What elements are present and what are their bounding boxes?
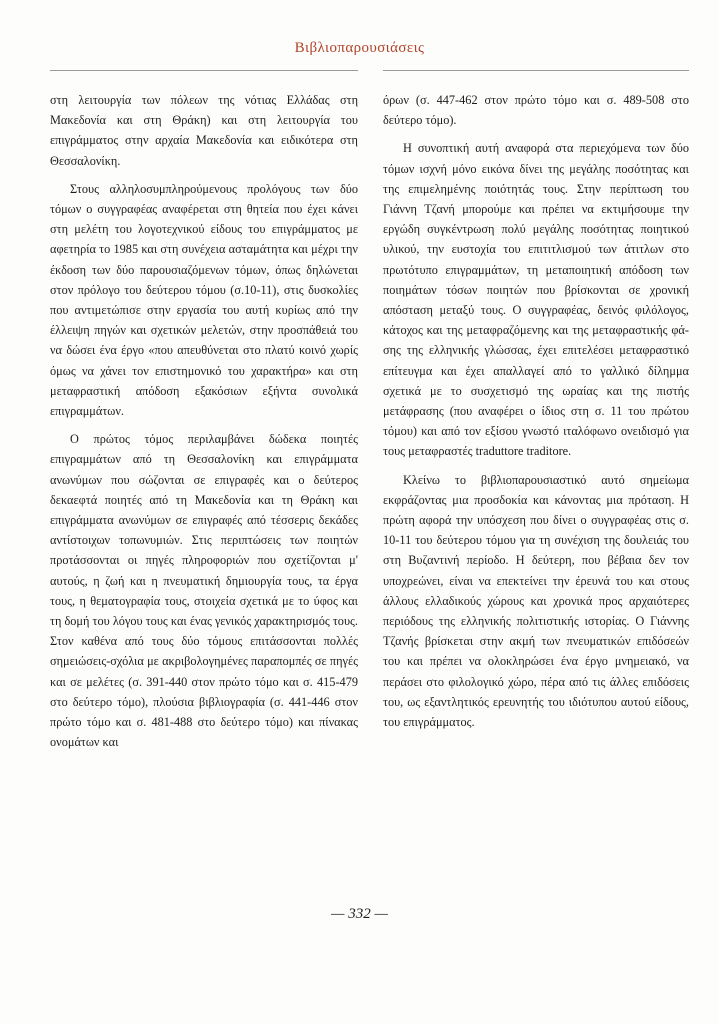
header-rule-left xyxy=(50,70,358,71)
left-column xyxy=(50,90,358,761)
right-paragraph-2: Η συνοπτική αυτή αναφορά στα περιεχόμενα των δύο τόμων ισχνή μόνο εικόνα δίνει της μεγάλης ποσότητας και της επιμελημένης ποιότητάς τους. Στην περίπτωση του Γιάννη Τζανή μπορούμε και πρέπει να εκτιμήσουμε την εργώδη συγκέντρωση πολύ μεγάλης ποσότητας ποιητικού υλικού, την ευστοχία του επιτιτλισμού των άτιτλων στο πρωτότυπο επιγραμμάτων, τη μεταποιητική απόδοση των ποιημάτων τόσων ποιητών που βρίσκονται σε χρονική απόσταση μεταξύ τους. Ο συγγραφέας, δεινός φιλόλογος, κάτοχος και της μεταφραζόμενης και της μεταφραστικής φάσης της ελληνικής γλώσσας, έχει επιτελέσει μεταφραστικό επίτευγμα και έχει απαλλαγεί από το γαλλικό δίλημμα σχετικά με το συσχετισμό της ωραίας και της πιστής μετάφρασης (που αναφέρει ο ίδιος στη σ. 11 του πρώτου τόμου) και από τον εξίσου γνωστό ιταλόφωνο ονειδισμό για τους μεταφραστές traduttore traditore. xyxy=(383,141,689,459)
right-column xyxy=(383,90,689,740)
left-paragraph-1: στη λειτουργία των πόλεων της νότιας Ελλάδας στη Μακεδονία και στη Θράκη) και στη λειτουργία του επιγράμματος στην αρχαία Μακεδονία και ειδικότερα στη Θεσσαλονίκη. xyxy=(50,93,358,168)
header-rule-right xyxy=(383,70,689,71)
left-paragraph-3: Ο πρώτος τόμος περιλαμβάνει δώδεκα ποιητές επιγραμμάτων από τη Θεσσαλονίκη και επιγράμματα ανωνύμων που σώζονται σε επιγραφές και ο δεύτερος δεκαεφτά ποιητές από τη Μακεδονία και τη Θράκη και επιγράμματα ανωνύμων σε επιγραφές από τέσσερις δεκάδες αντίστοιχων τοπωνυμιών. Στις περιπτώσεις των ποιητών προτάσσονται οι πηγές πληροφοριών που σχετίζονται μ' αυτούς, η ζωή και η πνευματική δημιουργία τους, τα έργα τους, η θεματογραφία τους, στοιχεία σχετικά με το ύφος και τη δομή του λόγου τους και ένας γενικός χαρακτηρισμός τους. Στον καθένα από τους δύο τόμους επιτάσσονται πολλές σημειώσεις-σχόλια με ακριβολογημένες παραπομπές σε πηγές και σε μελέτες (σ. 391-440 στον πρώτο τόμο και σ. 415-479 στο δεύτερο τόμο), πλούσια βιβλιογραφία (σ. 441-446 στον πρώτο τόμο και σ. 481-488 στο δεύτερο τόμο) και πίνακας ονομάτων και xyxy=(50,432,358,750)
running-header: Βιβλιοπαρουσιάσεις xyxy=(294,40,425,56)
page-number: — 332 — xyxy=(331,906,388,922)
right-paragraph-1: όρων (σ. 447-462 στον πρώτο τόμο και σ. 489-508 στο δεύτερο τόμο). xyxy=(383,93,689,128)
right-paragraph-3: Κλείνω το βιβλιοπαρουσιαστικό αυτό σημείωμα εκφράζοντας μια προσδοκία και κάνοντας μια πρόταση. Η πρώτη αφορά την υπόσχεση που δίνει ο συγγραφέας στις σ. 10-11 του δεύτερου τόμου για τη συνέχιση της δουλειάς του στη Βυζαντινή περίοδο. Η δεύτερη, που βέβαια δεν τον υποχρεώνει, είναι να επεκτείνει την έρευνά του και στους άλλους ελλαδικούς χώρους και χρονικά προς αρχαιότερες περιόδους της ελληνικής πολιτιστικής ιστορίας. Ο Γιάννης Τζανής βρίσκεται στην ακμή των πνευματικών επιδόσεών του και πρέπει να ολοκληρώσει ένα έργο μνημειακό, να περάσει στο φιλολογικό χώρο, πέρα από τις άλλες επιδόσεις του, ως εξαντλητικός ερευνητής του ιδιότυπου αυτού είδους, του επιγράμματος. xyxy=(383,472,689,730)
left-paragraph-2: Στους αλληλοσυμπληρούμενους προλόγους των δύο τόμων ο συγγραφέας αναφέρεται στη θητεία που έχει κάνει στη μελέτη του λογοτεχνικού είδους του επιγράμματος με αφετηρία το 1985 και στη συνέχεια ασταμάτητα και μέχρι την έκδοση των δύο παρουσιαζόμενων τόμων, όπως δηλώνεται στον πρόλογο του δεύτερου τόμου (σ.10-11), στις δυσκολίες που αντιμετώπισε στην εργασία του αυτή κυρίως από την έλλειψη πηγών και σχετικών μελετών, στην προσπάθειά του να δώσει ένα έργο «που απευθύνεται στο πλατύ κοινό χωρίς όμως να χάνει τον επιστημονικό του χαρακτήρα» και στη μεταφραστική απόδοση εξακόσιων εξήντα συνολικά επιγραμμάτων. xyxy=(50,181,358,419)
